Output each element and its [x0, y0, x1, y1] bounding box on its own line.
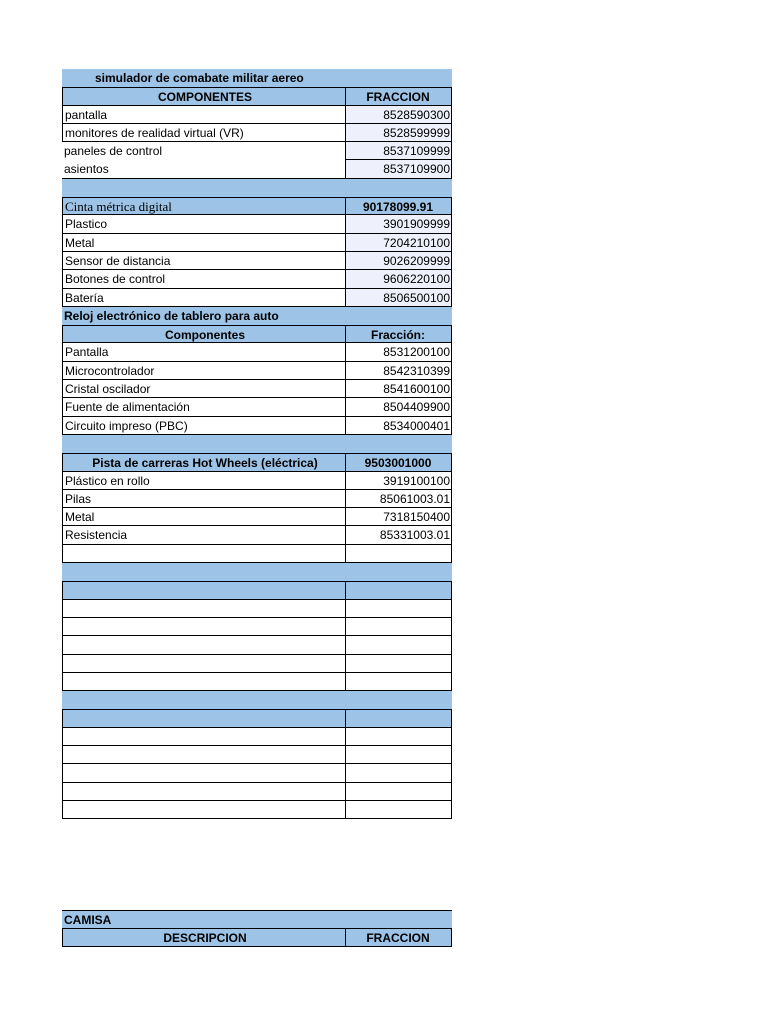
empty-row[interactable]: [62, 655, 452, 673]
fraction-code: 8537109900: [345, 160, 452, 178]
table-row[interactable]: [62, 124, 452, 142]
fraction-code: 8528590300: [345, 106, 452, 124]
fraction-code: 9606220100: [345, 270, 452, 288]
cinta-title: Cinta métrica digital: [62, 197, 345, 215]
fraction-code: 8534000401: [345, 417, 452, 435]
empty-cell[interactable]: [62, 801, 345, 819]
table-row[interactable]: [62, 362, 452, 380]
component-name: Fuente de alimentación: [62, 398, 345, 416]
component-name: Circuito impreso (PBC): [62, 417, 345, 435]
simulador-header-row[interactable]: [62, 87, 452, 105]
camisa-title: CAMISA: [62, 910, 452, 928]
separator-row: [62, 179, 452, 197]
pista-code: 9503001000: [345, 453, 452, 471]
component-name: asientos: [62, 160, 345, 178]
component-name: paneles de control: [64, 144, 163, 159]
empty-cell[interactable]: [62, 746, 345, 764]
cinta-title-row[interactable]: [62, 197, 452, 215]
component-name: monitores de realidad virtual (VR): [62, 124, 345, 142]
empty-cell[interactable]: [345, 673, 452, 691]
table-row[interactable]: [62, 472, 452, 490]
component-name: Sensor de distancia: [62, 252, 345, 270]
empty-row[interactable]: [62, 764, 452, 782]
simulador-title-row[interactable]: [62, 69, 452, 87]
fraction-code: 7204210100: [345, 234, 452, 252]
fraction-code: 8528599999: [345, 124, 452, 142]
fraction-code: 9026209999: [345, 252, 452, 270]
camisa-col-fraccion: FRACCION: [345, 928, 452, 946]
component-name: Plástico en rollo: [62, 472, 345, 490]
empty-cell[interactable]: [62, 764, 345, 782]
component-name: Pilas: [62, 490, 345, 508]
table-row[interactable]: [62, 343, 452, 361]
empty-cell[interactable]: [62, 600, 345, 618]
table-row[interactable]: [62, 270, 452, 288]
empty-cell[interactable]: [62, 673, 345, 691]
table-row[interactable]: [62, 380, 452, 398]
empty-row[interactable]: [62, 801, 452, 819]
empty-row[interactable]: [62, 618, 452, 636]
table-row[interactable]: [62, 526, 452, 544]
empty-header-cell[interactable]: [62, 709, 345, 727]
empty-header-cell[interactable]: [345, 709, 452, 727]
empty-row[interactable]: [62, 673, 452, 691]
separator-row: [62, 563, 452, 581]
table-row[interactable]: [62, 106, 452, 124]
fraction-code: 8504409900: [345, 398, 452, 416]
separator-row: [62, 691, 452, 709]
fraction-code: 3919100100: [345, 472, 452, 490]
separator-row: [62, 435, 452, 453]
reloj-title-row[interactable]: [62, 307, 452, 325]
fraction-code: 7318150400: [345, 508, 452, 526]
reloj-title: Reloj electrónico de tablero para auto: [64, 308, 279, 323]
camisa-header-row[interactable]: [62, 928, 452, 946]
table-row[interactable]: [62, 508, 452, 526]
reloj-header-row[interactable]: [62, 325, 452, 343]
cinta-code: 90178099.91: [345, 197, 452, 215]
empty-cell[interactable]: [62, 783, 345, 801]
empty-cell[interactable]: [62, 545, 345, 563]
empty-header-row[interactable]: [62, 581, 452, 599]
fraction-code: 8506500100: [345, 289, 452, 307]
reloj-col-componentes: Componentes: [62, 325, 345, 343]
table-row[interactable]: [62, 160, 452, 178]
spreadsheet: [62, 69, 452, 947]
component-name: Metal: [62, 234, 345, 252]
empty-cell[interactable]: [345, 783, 452, 801]
empty-row[interactable]: [62, 636, 452, 654]
empty-row[interactable]: [62, 746, 452, 764]
component-name: Botones de control: [62, 270, 345, 288]
table-row[interactable]: [62, 252, 452, 270]
fraction-code: 8537109999: [345, 142, 452, 160]
camisa-col-descripcion: DESCRIPCION: [62, 928, 345, 946]
pista-title: Pista de carreras Hot Wheels (eléctrica): [62, 453, 345, 471]
empty-header-cell[interactable]: [62, 581, 345, 599]
fraction-code: 85331003.01: [345, 526, 452, 544]
empty-cell[interactable]: [345, 545, 452, 563]
empty-cell[interactable]: [345, 618, 452, 636]
empty-cell[interactable]: [345, 764, 452, 782]
simulador-title: simulador de comabate militar aereo: [95, 71, 304, 85]
empty-cell[interactable]: [345, 746, 452, 764]
empty-cell[interactable]: [62, 728, 345, 746]
empty-cell[interactable]: [345, 655, 452, 673]
blank-area: [62, 819, 452, 910]
empty-cell[interactable]: [62, 618, 345, 636]
empty-cell[interactable]: [345, 636, 452, 654]
empty-cell[interactable]: [62, 655, 345, 673]
empty-cell[interactable]: [345, 600, 452, 618]
table-row[interactable]: [62, 142, 452, 160]
empty-row[interactable]: [62, 600, 452, 618]
fraction-code: 85061003.01: [345, 490, 452, 508]
component-name: pantalla: [62, 106, 345, 124]
empty-cell[interactable]: [345, 728, 452, 746]
fraction-code: 8542310399: [345, 362, 452, 380]
simulador-col-componentes: COMPONENTES: [62, 87, 345, 105]
component-name: Microcontrolador: [62, 362, 345, 380]
empty-row[interactable]: [62, 783, 452, 801]
empty-row[interactable]: [62, 728, 452, 746]
camisa-title-row[interactable]: [62, 910, 452, 928]
fraction-code: 3901909999: [345, 215, 452, 233]
empty-header-row[interactable]: [62, 709, 452, 727]
component-name: Metal: [62, 508, 345, 526]
table-row[interactable]: [62, 215, 452, 233]
empty-header-cell[interactable]: [345, 581, 452, 599]
table-row[interactable]: [62, 234, 452, 252]
reloj-col-fraccion: Fracción:: [345, 325, 452, 343]
component-name: Cristal oscilador: [62, 380, 345, 398]
table-row[interactable]: [62, 398, 452, 416]
empty-row[interactable]: [62, 545, 452, 563]
component-name: Resistencia: [62, 526, 345, 544]
empty-cell[interactable]: [345, 801, 452, 819]
simulador-col-fraccion: FRACCION: [345, 87, 452, 105]
table-row[interactable]: [62, 490, 452, 508]
component-name: Pantalla: [62, 343, 345, 361]
table-row[interactable]: [62, 417, 452, 435]
fraction-code: 8531200100: [345, 343, 452, 361]
fraction-code: 8541600100: [345, 380, 452, 398]
table-row[interactable]: [62, 289, 452, 307]
component-name: Batería: [62, 289, 345, 307]
empty-cell[interactable]: [62, 636, 345, 654]
component-name: Plastico: [62, 215, 345, 233]
pista-title-row[interactable]: [62, 453, 452, 471]
